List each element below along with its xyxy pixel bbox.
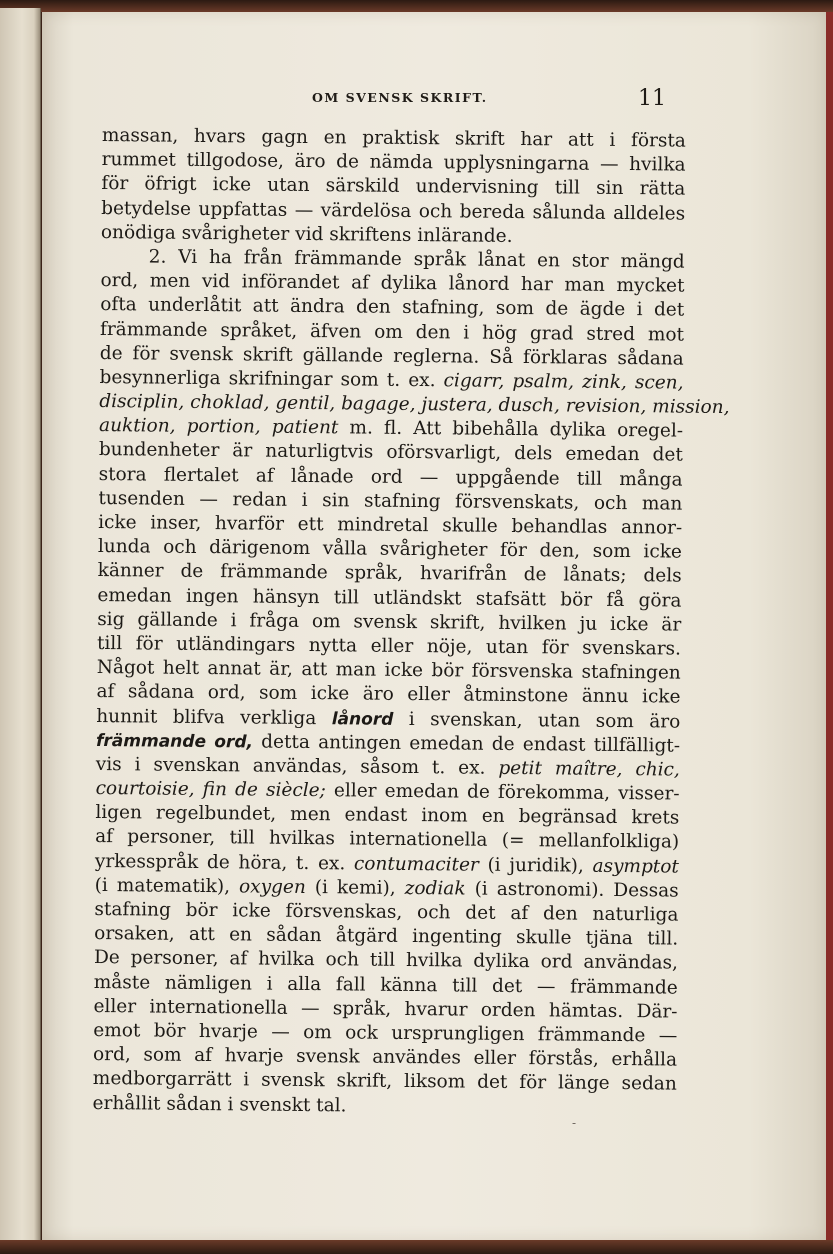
text-segment: eller emedan de förekomma, visser- (325, 780, 680, 805)
book-cover-right (826, 12, 833, 1240)
text-segment: (i kemi), (305, 876, 405, 899)
emphasis-text: oxygen (238, 876, 306, 898)
page-number: 11 (638, 86, 666, 111)
text-segment: emot bör hvarje — om ock ursprungligen främmande — (93, 1019, 678, 1047)
text-segment: hunnit blifva verkliga (96, 705, 332, 729)
text-segment: massan, hvars gagn en praktisk skrift har att i första (101, 124, 686, 152)
text-segment: för öfrigt icke utan särskild undervisning till sin rätta (101, 173, 686, 200)
text-segment: till för utländingars nytta eller nöje, utan för svenskars. (96, 632, 682, 660)
emphasis-text: lånord (331, 708, 394, 730)
emphasis-text: disciplin, choklad, gentil, bagage, justera, dusch, revision, mission, (99, 391, 730, 419)
text-segment: (i matematik), (94, 874, 240, 898)
text-segment: af personer, till hvilkas internationella (= mellanfolkliga) (95, 826, 680, 854)
text-segment: medborgarrätt i svensk skrift, liksom det för länge sedan (92, 1068, 677, 1095)
text-segment: ligen regelbundet, men endast inom en begränsad krets (95, 802, 680, 829)
emphasis-text: auktion, portion, patient (99, 415, 339, 439)
emphasis-text: främmande ord, (95, 730, 254, 753)
text-segment: sig gällande i fråga om svensk skrift, hvilken ju icke är (97, 608, 682, 636)
emphasis-text: courtoisie, fin de siècle; (95, 778, 326, 802)
text-segment: detta antingen emedan de endast tillfälligt- (252, 731, 681, 757)
text-segment: ord, men vid införandet af dylika lånord har man mycket (100, 270, 685, 297)
book-cover-bottom (0, 1240, 833, 1254)
text-segment: 2. Vi ha från främmande språk lånat en stor mängd (148, 246, 685, 273)
text-segment: betydelse uppfattas — värdelösa och bereda sålunda alldeles (101, 197, 686, 225)
emphasis-text: zodiak (404, 877, 466, 900)
text-segment: icke inser, hvarför ett mindretal skulle behandlas annor- (98, 511, 683, 539)
text-segment: ord, som af hvarje svensk användes eller förstås, erhålla (92, 1044, 678, 1071)
text-segment: i svenskan, utan som äro (393, 708, 681, 733)
text-segment: Något helt annat är, att man icke bör försvenska stafningen (96, 657, 681, 684)
text-segment: (i astronomi). Dessas (465, 878, 679, 902)
text-segment: tusenden — redan i sin stafning försvenskats, och man (98, 487, 683, 515)
text-segment: besynnerliga skrifningar som t. ex. (99, 366, 444, 392)
text-segment: bundenheter är naturligtvis oförsvarligt, dels emedan det (98, 439, 683, 467)
text-segment: onödiga svårigheter vid skriftens inlärande. (100, 221, 513, 247)
previous-page-edge (0, 8, 41, 1244)
emphasis-text: contumaciter (353, 853, 479, 876)
text-segment: vis i svenskan användas, såsom t. ex. (95, 753, 499, 779)
text-segment: lunda och därigenom vålla svårigheter för den, som icke (97, 536, 683, 563)
text-segment: eller internationella — språk, hvarur orden hämtas. Där- (93, 995, 678, 1023)
emphasis-text: petit maître, chic, (498, 757, 680, 781)
text-segment: erhållit sådan i svenskt tal. (92, 1092, 347, 1116)
text-segment: (i juridik), (478, 854, 593, 877)
running-head: OM SVENSK SKRIFT. (312, 90, 488, 105)
text-segment: yrkesspråk de höra, t. ex. (94, 850, 355, 875)
text-segment: stafning bör icke försvenskas, och det af den naturliga (94, 898, 679, 926)
text-segment: orsaken, att en sådan åtgärd ingenting skulle tjäna till. (94, 923, 679, 950)
emphasis-text: cigarr, psalm, zink, scen, (443, 370, 684, 394)
text-segment: m. fl. Att bibehålla dylika oregel- (338, 417, 684, 442)
text-segment: stora flertalet af lånade ord — uppgående till många (98, 463, 683, 491)
text-segment: ofta underlåtit att ändra den stafning, som de ägde i det (100, 294, 685, 321)
book-cover-top (0, 0, 833, 12)
text-segment: känner de främmande språk, hvarifrån de lånats; dels (97, 560, 682, 587)
body-text (92, 124, 730, 1121)
text-segment: de för svensk skrift gällande reglerna. Så förklaras sådana (99, 342, 684, 370)
footer-mark: - (572, 1116, 577, 1130)
text-segment: De personer, af hvilka och till hvilka dylika ord användas, (93, 947, 679, 974)
emphasis-text: asymptot (592, 855, 679, 878)
text-segment: emedan ingen hänsyn till utländskt stafsätt bör få göra (97, 584, 682, 612)
text-segment: måste nämligen i alla fall känna till det — främmande (93, 971, 678, 999)
text-segment: rummet tillgodose, äro de nämda upplysningarna — hvilka (101, 149, 686, 176)
text-segment: främmande språket, äfven om den i hög grad stred mot (99, 318, 685, 346)
text-segment: af sådana ord, som icke äro eller åtminstone ännu icke (96, 681, 681, 708)
